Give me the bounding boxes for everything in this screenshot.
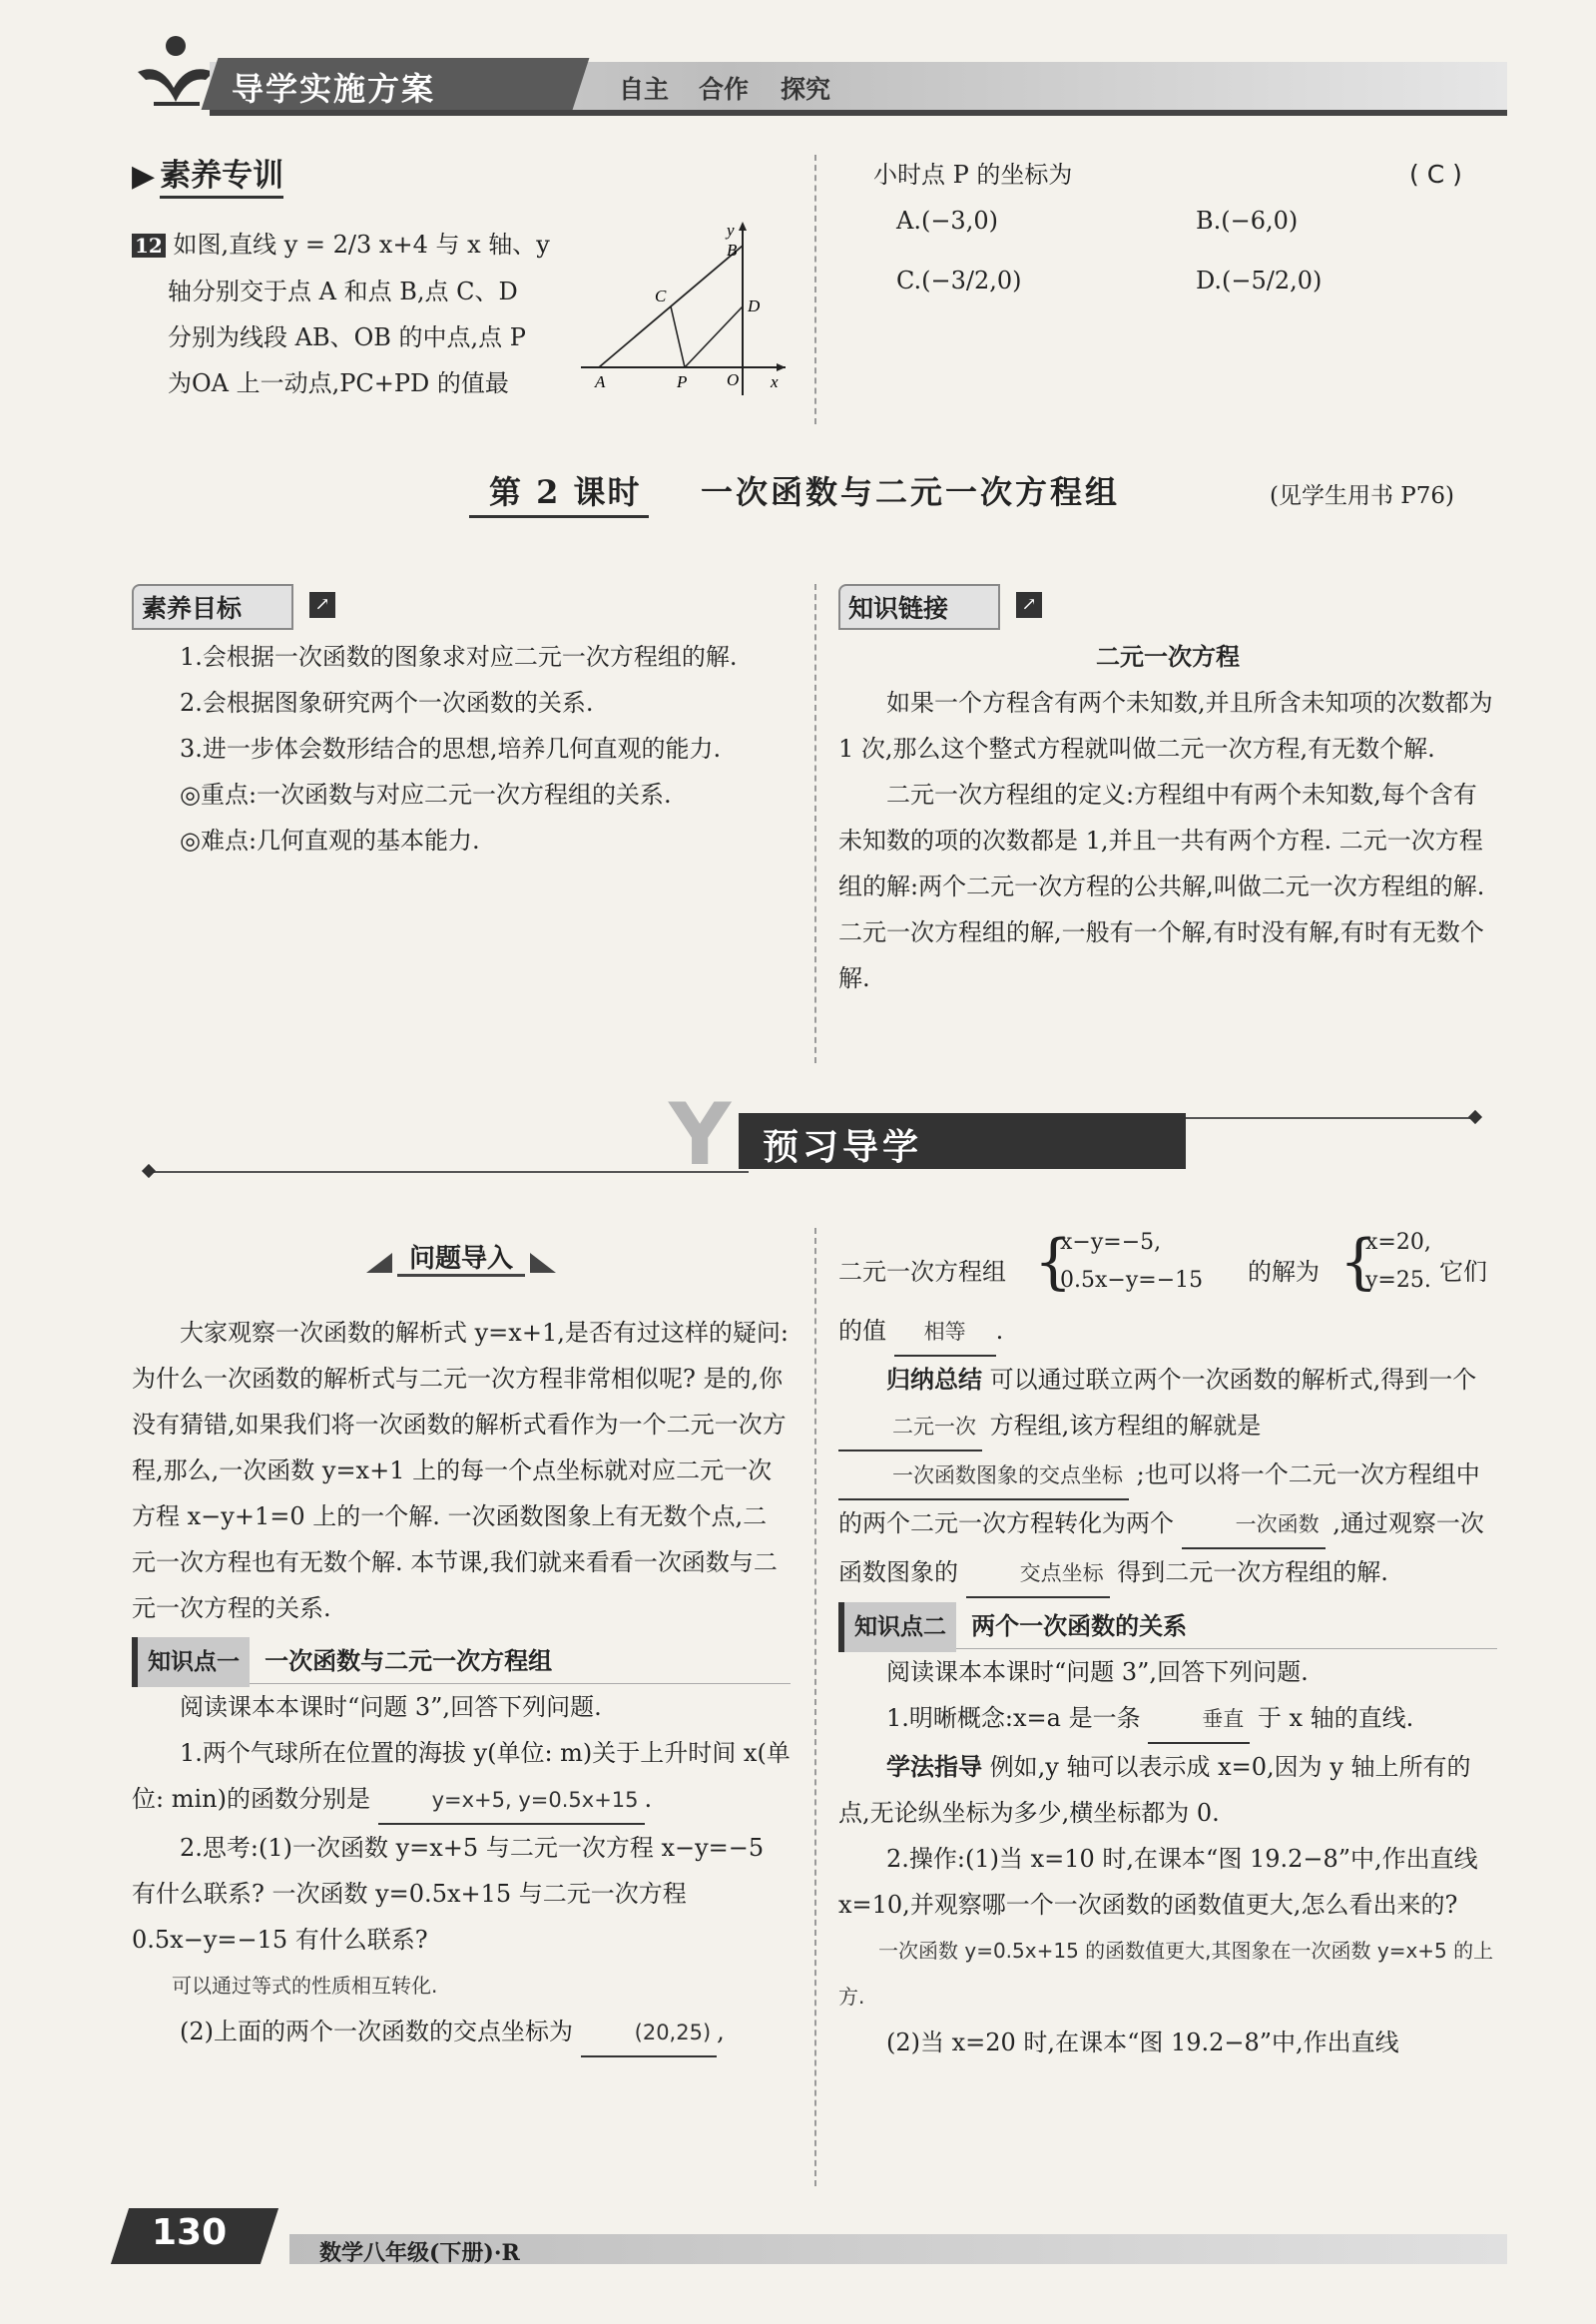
guide-text: 例如,y 轴可以表示成 x=0,因为 y 轴上所有的点,无论纵坐标为多少,横坐标都为 0. [838, 1753, 1471, 1827]
kp1-tag: 知识点一 [132, 1637, 250, 1687]
banner-text: 预习导学 [763, 1127, 923, 1168]
kp2-c1-post: 于 x 轴的直线. [1257, 1704, 1414, 1732]
summary-4: ,通过观察一次函数图象的 [838, 1509, 1484, 1586]
goal-key: ◎重点:一次函数与对应二元一次方程组的关系. [180, 781, 672, 809]
kp1-q3: (2)上面的两个一次函数的交点坐标为 [180, 2018, 573, 2045]
label-c: C [655, 287, 667, 305]
column-divider [814, 155, 816, 424]
label-y: y [727, 221, 735, 240]
summary-answer-2: 一次函数图象的交点坐标 [838, 1452, 1129, 1500]
kp1-q3-answer: (20,25) [581, 2010, 718, 2057]
label-x: x [771, 372, 779, 391]
option-a: A.(−3,0) [896, 207, 998, 235]
header-tag-2: 合作 [699, 75, 750, 104]
problem-graph [581, 218, 791, 397]
goals-section [132, 584, 791, 864]
section-label-training: ▶ 素养专训 [132, 150, 283, 195]
intro-heading: 问题导入 [397, 1244, 525, 1277]
summary-answer-4: 交点坐标 [966, 1550, 1110, 1598]
knowledge-link-label: 知识链接 [838, 584, 1000, 630]
knowledge-link-p1: 如果一个方程含有两个未知数,并且所含未知项的次数都为 1 次,那么这个整式方程就叫做二元一次方程,有无数个解. [838, 689, 1493, 763]
right-column: 二元一次方程组 { x−y=−5, 0.5x−y=−15 的解为 { x=20, y=25. 它们 的值 相等 . 归纳总结 可以通过联立两个一次函数的解析式,得到一个 二元一次 方程组,该方程组的解就是 一次函数图象的交点坐标 ;也可以将一个二元一次方程组中的两个二元一次方程转化为两个 一次函数 ,通过观察一次函数图象的 交点坐标 得到二元一次方程组的解. 知识点二 两个一次函数的关系 阅读课本本课时“问题 3”,回答下列问题. 1.明晰概念:x=a 是一条 垂直 于 x 轴的直线. 学法指导 例如,y 轴可以表示成 x=0,因为 y 轴上所有的点,无论纵坐标为多少,横坐标都为 0. 2.操作:(1)当 x=10 时,在课本“图 19.2−8”中,作出直线 x=10,并观察哪一个一次函数的函数值更大,怎么看出来的? 一次函数 y=0.5x+15 的函数值更大,其图象在一次函数 y=x+5 的上方. (2)当 x=20 时,在课本“图 19.2−8”中,作出直线 [838, 1230, 1497, 2065]
label-d: D [748, 296, 761, 315]
option-b: B.(−6,0) [1196, 207, 1299, 235]
goals-label: 素养目标 [132, 584, 293, 630]
problem-answer: ( C ) [1409, 160, 1462, 189]
footer [120, 2196, 1507, 2276]
kp2-title: 两个一次函数的关系 [971, 1612, 1188, 1640]
knowledge-link-section [838, 584, 1497, 1001]
problem-number: 12 [132, 234, 166, 258]
lesson-number: 第 2 课时 [489, 473, 642, 511]
kp2-c1: 1.明晰概念:x=a 是一条 [886, 1704, 1141, 1732]
summary-3: ;也可以将一个二元一次方程组中的两个二元一次方程转化为两个 [838, 1460, 1480, 1537]
val-answer: 相等 [894, 1309, 996, 1357]
page-number: 130 [152, 2212, 228, 2253]
goal-1: 1.会根据一次函数的图象求对应二元一次方程组的解. [180, 643, 738, 671]
preview-banner [150, 1085, 1477, 1185]
goal-difficulty: ◎难点:几何直观的基本能力. [180, 827, 480, 855]
kp1-q1-answer: y=x+5, y=0.5x+15 [378, 1777, 645, 1825]
header-tag-3: 探究 [781, 75, 831, 104]
header-title: 导学实施方案 [232, 70, 436, 108]
option-c: C.(−3/2,0) [896, 267, 1022, 294]
kp2-op1: 2.操作:(1)当 x=10 时,在课本“图 19.2−8”中,作出直线 x=10,并观察哪一个一次函数的函数值更大,怎么看出来的? [838, 1845, 1478, 1919]
brace-icon: { [1034, 1227, 1073, 1297]
kp1-q1: 1.两个气球所在位置的海拔 y(单位: m)关于上升时间 x(单位: min)的函数分别是 [132, 1739, 791, 1813]
arrow-icon: ↗ [309, 592, 335, 618]
header-tag-1: 自主 [619, 75, 670, 104]
problem-line-1: 如图,直线 y = 2/3 x+4 与 x 轴、y [173, 231, 550, 259]
sys-eq2: 0.5x−y=−15 [1060, 1268, 1204, 1293]
kp2-c1-answer: 垂直 [1148, 1696, 1250, 1744]
label-o: O [727, 370, 740, 389]
guide-label: 学法指导 [886, 1753, 982, 1781]
summary-5: 得到二元一次方程组的解. [1117, 1558, 1388, 1586]
kp1-q2-answer: 可以通过等式的性质相互转化. [172, 1974, 438, 1998]
lesson-title: 一次函数与二元一次方程组 [701, 473, 1121, 511]
problem-cont: 小时点 P 的坐标为 [873, 161, 1073, 189]
sys-post: 它们 [1439, 1258, 1487, 1286]
brace-icon: { [1339, 1227, 1378, 1297]
summary-answer-1: 二元一次 [838, 1404, 982, 1452]
goal-2: 2.会根据图象研究两个一次函数的关系. [180, 689, 594, 717]
triangle-icon [530, 1253, 556, 1273]
summary-2: 方程组,该方程组的解就是 [989, 1412, 1262, 1440]
summary-label: 归纳总结 [886, 1366, 982, 1394]
knowledge-link-heading: 二元一次方程 [1096, 643, 1240, 671]
option-d: D.(−5/2,0) [1196, 267, 1323, 294]
lesson-ref: (见学生用书 P76) [1270, 483, 1454, 509]
sol-1: x=20, [1365, 1230, 1431, 1255]
triangle-icon [366, 1253, 392, 1273]
problem-12 [132, 222, 586, 406]
label-b: B [727, 241, 738, 260]
sys-pre: 二元一次方程组 [838, 1258, 1006, 1286]
kp1-read: 阅读课本本课时“问题 3”,回答下列问题. [180, 1693, 602, 1721]
banner-letter: Y [669, 1085, 732, 1185]
column-divider-2 [814, 584, 816, 1063]
book-title: 数学八年级(下册)·R [319, 2240, 520, 2266]
val-pre: 的值 [838, 1317, 886, 1345]
label-p: P [677, 372, 688, 391]
summary-answer-3: 一次函数 [1182, 1501, 1326, 1549]
kp1-q2: 2.思考:(1)一次函数 y=x+5 与二元一次方程 x−y=−5 有什么联系? 一次函数 y=0.5x+15 与二元一次方程 0.5x−y=−15 有什么联系? [132, 1834, 765, 1954]
summary-1: 可以通过联立两个一次函数的解析式,得到一个 [989, 1366, 1477, 1394]
problem-line-2: 轴分别交于点 A 和点 B,点 C、D [168, 278, 518, 305]
problem-line-4: 为OA 上一动点,PC+PD 的值最 [168, 369, 509, 397]
header-bar [130, 32, 1507, 116]
kp1-title: 一次函数与二元一次方程组 [265, 1647, 553, 1675]
sol-2: y=25. [1365, 1268, 1431, 1293]
sys-mid: 的解为 [1248, 1258, 1320, 1286]
kp2-op1-answer: 一次函数 y=0.5x+15 的函数值更大,其图象在一次函数 y=x+5 的上方. [838, 1939, 1494, 2009]
problem-line-3: 分别为线段 AB、OB 的中点,点 P [168, 323, 526, 351]
kp2-read: 阅读课本本课时“问题 3”,回答下列问题. [886, 1658, 1309, 1686]
sys-eq1: x−y=−5, [1060, 1230, 1162, 1255]
intro-text: 大家观察一次函数的解析式 y=x+1,是否有过这样的疑问:为什么一次函数的解析式与二元一次方程非常相似呢? 是的,你没有猜错,如果我们将一次函数的解析式看作为一个二元一次方程,那么,一次函数 y=x+1 上的每一个点坐标就对应二元一次方程 x−y+1=0 上的一个解. 一次函数图象上有无数个点,二元一次方程也有无数个解. 本节课,我们就来看看一次函数与二元一次方程的关系. [132, 1319, 789, 1622]
intro-section: 问题导入 大家观察一次函数的解析式 y=x+1,是否有过这样的疑问:为什么一次函数的解析式与二元一次方程非常相似呢? 是的,你没有猜错,如果我们将一次函数的解析式看作为一个二元一次方程,那么,一次函数 y=x+1 上的每一个点坐标就对应二元一次方程 x−y+1=0 上的一个解. 一次函数图象上有无数个点,二元一次方程也有无数个解. 本节课,我们就来看看一次函数与二元一次方程的关系. 知识点一 一次函数与二元一次方程组 阅读课本本课时“问题 3”,回答下列问题. 1.两个气球所在位置的海拔 y(单位: m)关于上升时间 x(单位: min)的函数分别是 y=x+5, y=0.5x+15 . 2.思考:(1)一次函数 y=x+5 与二元一次方程 x−y=−5 有什么联系? 一次函数 y=0.5x+15 与二元一次方程 0.5x−y=−15 有什么联系? 可以通过等式的性质相互转化. (2)上面的两个一次函数的交点坐标为 (20,25) , [132, 1238, 791, 2057]
kp2-op2: (2)当 x=20 时,在课本“图 19.2−8”中,作出直线 [886, 2029, 1399, 2056]
label-a: A [595, 372, 606, 391]
goal-3: 3.进一步体会数形结合的思想,培养几何直观的能力. [180, 735, 722, 763]
column-divider-3 [814, 1228, 816, 2186]
kp2-tag: 知识点二 [838, 1602, 956, 1652]
arrow-icon: ↗ [1016, 592, 1042, 618]
knowledge-link-p2: 二元一次方程组的定义:方程组中有两个未知数,每个含有未知数的项的次数都是 1,并且一共有两个方程. 二元一次方程组的解:两个二元一次方程的公共解,叫做二元一次方程组的解. 二元一次方程组的解,一般有一个解,有时没有解,有时有无数个解. [838, 781, 1485, 992]
lesson-title-bar [469, 461, 1497, 521]
